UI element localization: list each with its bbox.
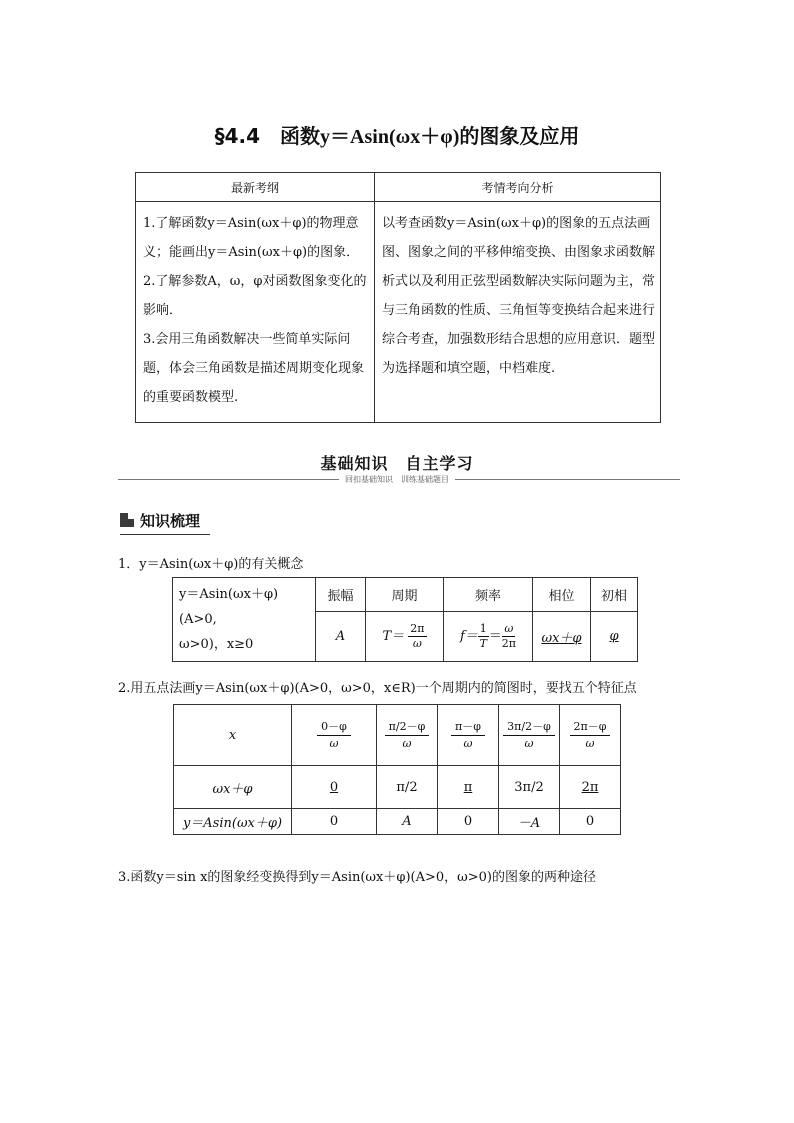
- y-cell-value: －A: [517, 816, 541, 831]
- period-num: 2π: [410, 621, 425, 635]
- x-den: ω: [329, 736, 339, 750]
- x-num: 2π－φ: [570, 719, 611, 736]
- y-cell: [438, 809, 499, 835]
- x-den: ω: [585, 736, 595, 750]
- phase-cell-value: 0: [329, 779, 339, 795]
- freq-fraction-2: [502, 622, 516, 651]
- phase-cell-value: π: [463, 779, 473, 795]
- x-fraction: [385, 719, 430, 752]
- phase-cell: [377, 766, 438, 809]
- knowledge-icon-corner: [128, 513, 134, 519]
- section-subtitle: [0, 474, 794, 485]
- exam-outline-table: [135, 172, 661, 423]
- x-den: ω: [524, 736, 534, 750]
- x-cell: [377, 705, 438, 766]
- initial-phase-value: [591, 611, 638, 661]
- x-fraction: [503, 719, 555, 752]
- title-prefix: §4.4 函数: [214, 124, 321, 148]
- header-initial-phase: 初相: [591, 578, 638, 612]
- syllabus-item: 2.了解参数A，ω，φ对函数图象变化的影响．: [143, 274, 367, 318]
- title-formula: y＝Asin(ωx＋φ): [320, 126, 460, 148]
- x-den: ω: [402, 736, 412, 750]
- x-num: π/2－φ: [385, 719, 430, 736]
- freq-fraction-1: [478, 622, 489, 651]
- knowledge-heading: 知识梳理: [140, 512, 201, 530]
- item2-label: 2.用五点法画y＝Asin(ωx＋φ)(A>0，ω>0，x∈R)一个周期内的简图时，要找五个特征点: [118, 681, 637, 696]
- row-label-phase: [174, 766, 292, 809]
- concept-def-cell: [173, 578, 316, 662]
- x-fraction: [570, 719, 611, 752]
- amplitude-value: [316, 611, 366, 661]
- amplitude-text: A: [335, 628, 346, 644]
- y-cell: [499, 809, 560, 835]
- row-label-x: [174, 705, 292, 766]
- header-period: 周期: [366, 578, 444, 612]
- phase-cell: [560, 766, 621, 809]
- outline-header-syllabus: 最新考纲: [136, 173, 375, 202]
- phase-text: ωx＋φ: [541, 630, 582, 646]
- freq-lhs: f＝: [459, 628, 478, 644]
- period-fraction: [408, 622, 426, 651]
- row-label-y-text: y＝Asin(ωx＋φ): [182, 816, 283, 831]
- x-num: π－φ: [451, 719, 485, 736]
- x-num: 0－φ: [317, 719, 351, 736]
- freq-equals: ＝: [488, 628, 502, 644]
- period-value: [366, 611, 444, 661]
- y-cell-value: A: [402, 814, 412, 829]
- phase-cell-value: 2π: [581, 779, 599, 795]
- phase-value: [533, 611, 591, 661]
- header-amplitude: 振幅: [316, 578, 366, 612]
- y-cell: [560, 809, 621, 835]
- y-cell-value: 0: [463, 814, 473, 829]
- freq-den1: T: [479, 636, 487, 650]
- analysis-text: 以考查函数y＝Asin(ωx＋φ)的图象的五点法画图、图象之间的平移伸缩变换、由图象求函数解析式以及利用正弦型函数解决实际问题为主，常与三角函数的性质、三角恒等变换结合起来进行综合考查，加强数形结合思想的应用意识．题型为选择题和填空题，中档难度.: [382, 216, 656, 376]
- x-num: 3π/2－φ: [503, 719, 555, 736]
- syllabus-item: 3.会用三角函数解决一些简单实际问题，体会三角函数是描述周期变化现象的重要函数模型.: [143, 332, 365, 405]
- freq-den2: 2π: [501, 636, 517, 650]
- concept-table: [172, 577, 638, 662]
- outline-header-analysis: 考情考向分析: [375, 173, 661, 202]
- period-den: ω: [412, 636, 422, 650]
- freq-num2: ω: [504, 621, 514, 635]
- y-cell-value: 0: [585, 814, 595, 829]
- y-cell-value: 0: [329, 814, 339, 829]
- knowledge-underline: [120, 534, 210, 535]
- concept-def-line: y＝Asin(ωx＋φ)(A>0,: [179, 587, 279, 627]
- row-label-x-text: x: [228, 727, 237, 743]
- page-title: [0, 120, 794, 149]
- x-cell: [560, 705, 621, 766]
- row-label-y: [174, 809, 292, 835]
- item1-label: 1．y＝Asin(ωx＋φ)的有关概念: [118, 557, 304, 572]
- x-cell: [438, 705, 499, 766]
- phase-cell-value: 3π/2: [514, 779, 544, 795]
- initial-phase-text: φ: [609, 628, 619, 644]
- syllabus-cell: [136, 202, 375, 423]
- section-subtitle-text: 回扣基础知识 训练基础题目: [339, 475, 455, 484]
- freq-num1: 1: [479, 621, 487, 635]
- title-suffix: 的图象及应用: [459, 124, 580, 148]
- x-cell: [499, 705, 560, 766]
- y-cell: [292, 809, 377, 835]
- phase-cell-value: π/2: [396, 779, 418, 795]
- period-lhs: T＝: [382, 628, 405, 644]
- x-den: ω: [463, 736, 473, 750]
- analysis-cell: [375, 202, 661, 423]
- item3-label: 3.函数y＝sin x的图象经变换得到y＝Asin(ωx＋φ)(A>0，ω>0)的图象的两种途径: [118, 870, 596, 885]
- phase-cell: [292, 766, 377, 809]
- five-point-table: [173, 704, 621, 835]
- row-label-phase-text: ωx＋φ: [212, 781, 253, 797]
- concept-def-line: ω>0)，x≥0: [179, 637, 254, 652]
- header-phase: 相位: [533, 578, 591, 612]
- section-title: 基础知识 自主学习: [320, 454, 474, 473]
- y-cell: [377, 809, 438, 835]
- x-fraction: [451, 719, 485, 752]
- phase-cell: [438, 766, 499, 809]
- header-frequency: 频率: [444, 578, 533, 612]
- frequency-value: [444, 611, 533, 661]
- x-cell: [292, 705, 377, 766]
- phase-cell: [499, 766, 560, 809]
- syllabus-item: 1.了解函数y＝Asin(ωx＋φ)的物理意义；能画出y＝Asin(ωx＋φ)的图象．: [143, 216, 360, 260]
- x-fraction: [317, 719, 351, 752]
